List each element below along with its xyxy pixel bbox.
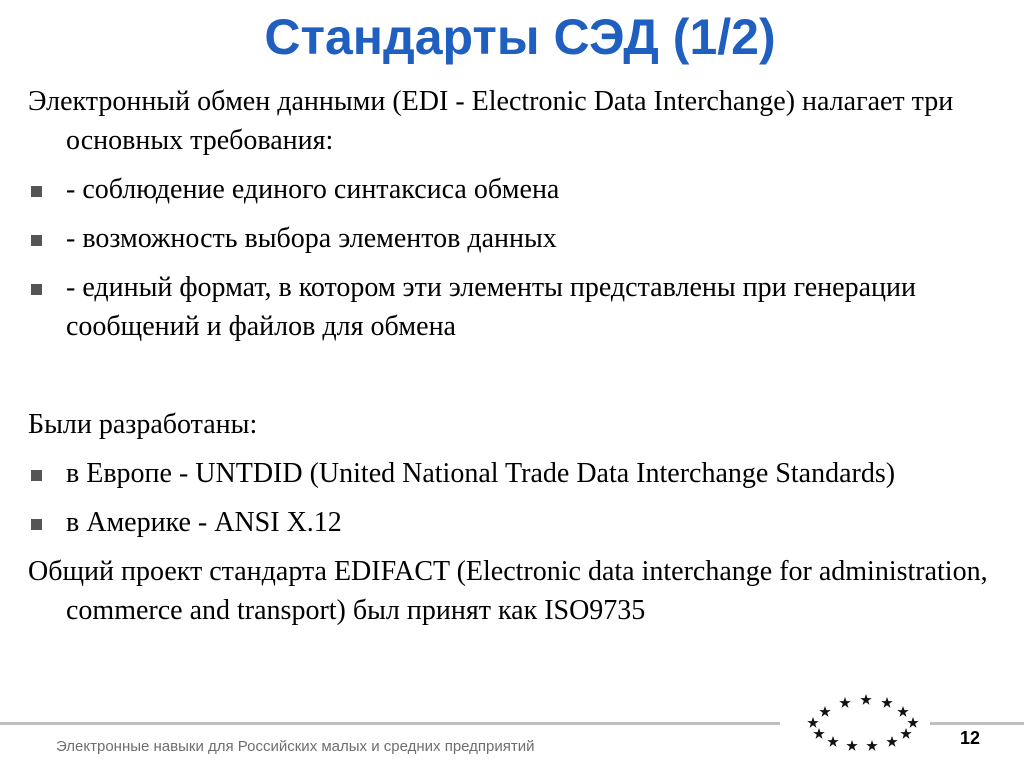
bullet-square-icon — [31, 186, 42, 197]
slide-title: Стандарты СЭД (1/2) — [264, 9, 776, 65]
bullet-square-icon — [31, 284, 42, 295]
requirement-item — [28, 170, 1003, 209]
requirement-text: - возможность выбора элементов данных — [66, 223, 557, 254]
standard-item — [28, 503, 1003, 542]
slide-body — [28, 82, 1003, 640]
footer-caption: Электронные навыки для Российских малых и средних предприятий — [56, 738, 535, 755]
requirement-text: - единый формат, в котором эти элементы представлены при генерации сообщений и файлов для обмена — [66, 272, 916, 342]
page-number: 12 — [960, 728, 981, 748]
developed-heading: Были разработаны: — [28, 409, 258, 440]
requirement-item — [28, 219, 1003, 258]
requirement-item — [28, 268, 1003, 346]
footer-divider — [0, 722, 780, 725]
eu-stars-icon — [800, 690, 930, 760]
spacer — [28, 356, 1003, 395]
conclusion-paragraph: Общий проект стандарта EDIFACT (Electronic data interchange for administration, commerce and transport) был принят как ISO9735 — [28, 556, 988, 626]
standard-item — [28, 454, 1003, 493]
standard-text: в Европе - UNTDID (United National Trade Data Interchange Standards) — [66, 458, 896, 489]
bullet-square-icon — [31, 519, 42, 530]
requirement-text: - соблюдение единого синтаксиса обмена — [66, 174, 560, 205]
bullet-square-icon — [31, 470, 42, 481]
intro-paragraph: Электронный обмен данными (EDI - Electronic Data Interchange) налагает три основных требования: — [28, 86, 954, 156]
standard-text: в Америке - ANSI X.12 — [66, 507, 342, 538]
bullet-square-icon — [31, 235, 42, 246]
footer-divider — [930, 722, 1024, 725]
